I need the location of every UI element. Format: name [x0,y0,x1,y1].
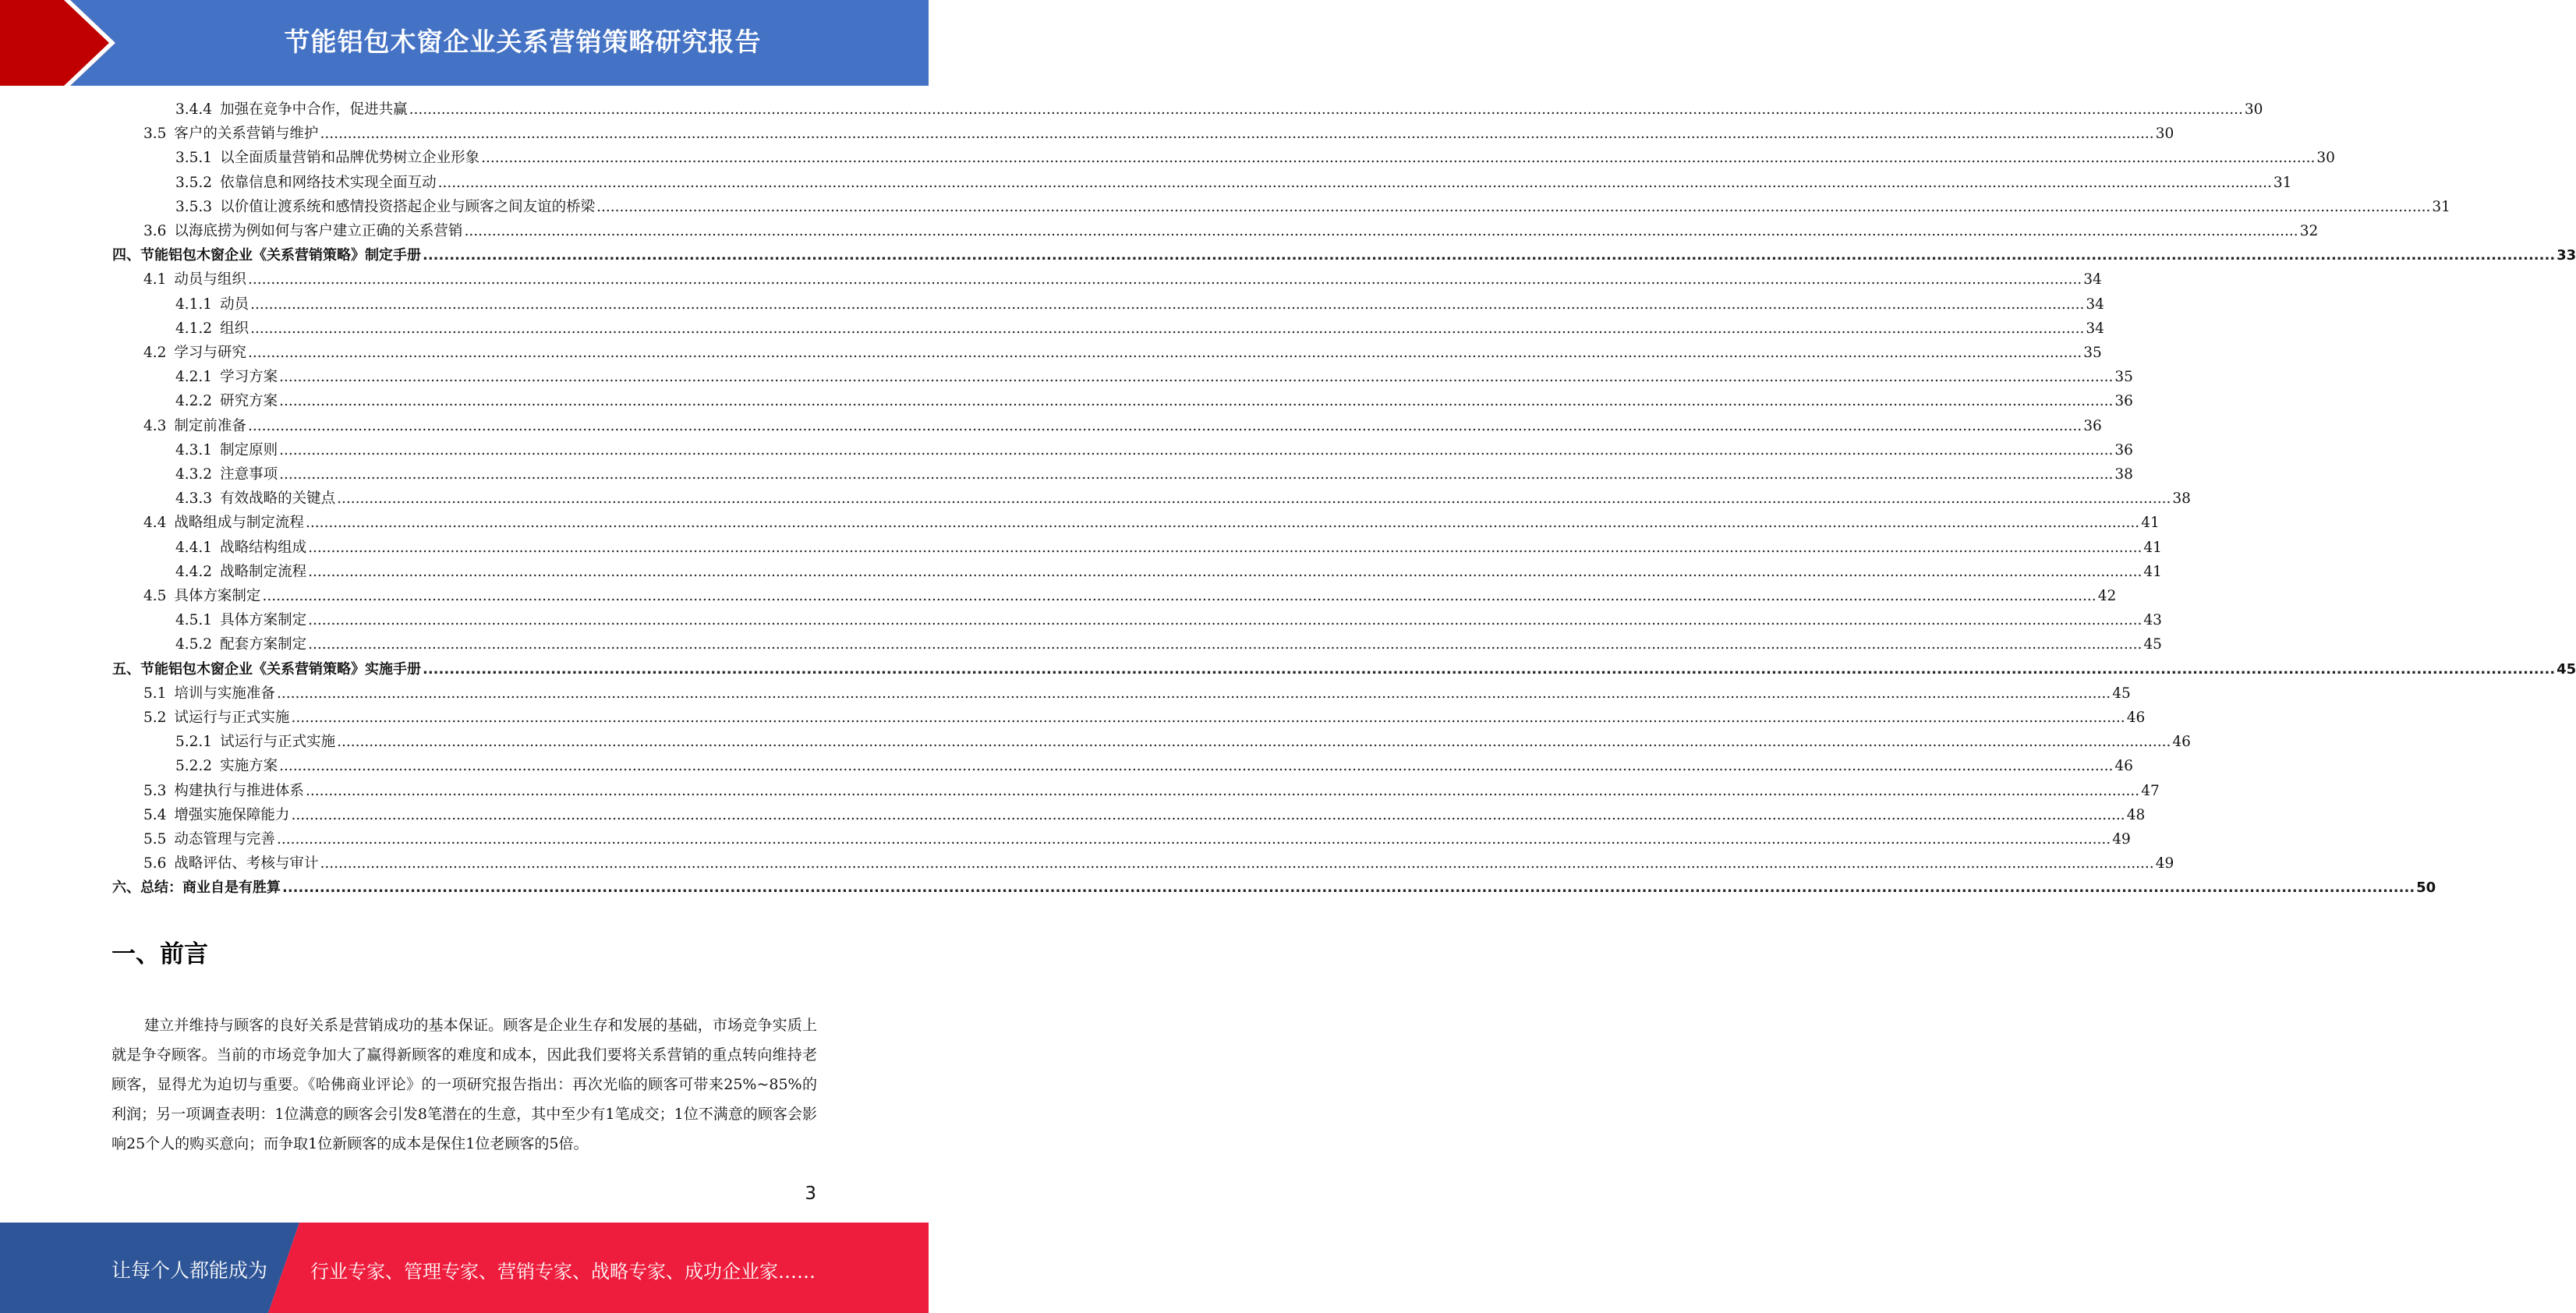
toc-leader-dots: ................................................................................................................................................................................................................................................................................................................................................................................................................ [262,588,2097,604]
toc-entry-page: 35 [2114,369,2133,385]
toc-entry[interactable] [143,343,2102,363]
toc-entry[interactable] [143,586,2117,607]
toc-entry-title: 以全面质量营销和品牌优势树立企业形象 [220,150,480,166]
toc-entry-title: 具体方案制定 [174,588,261,604]
toc-entry[interactable] [143,416,2102,437]
toc-entry-title: 制定原则 [220,442,278,458]
toc-entry-page: 33 [2557,247,2576,264]
toc-leader-dots: ................................................................................................................................................................................................................................................................................................................................................................................................................ [279,758,2114,774]
toc-entry-number: 3.4.4 [175,101,213,118]
toc-entry-number: 3.5.1 [175,150,213,166]
toc-entry-page: 38 [2172,490,2191,507]
toc-entry-title: 组织 [220,320,249,337]
toc-leader-dots: ................................................................................................................................................................................................................................................................................................................................................................................................................ [247,271,2082,288]
toc-entry-title: 构建执行与推进体系 [174,783,304,799]
toc-entry-number: 4.1.2 [175,320,213,337]
toc-entry-page: 30 [2316,150,2335,166]
toc-entry-number: 4.3.1 [175,442,213,458]
toc-entry-page: 41 [2143,564,2162,580]
toc-entry-title: 四、节能铝包木窗企业《关系营销策略》制定手册 [112,247,421,264]
toc-entry[interactable] [175,441,2133,461]
toc-entry-title: 试运行与正式实施 [220,734,336,750]
toc-entry[interactable] [175,173,2292,193]
toc-entry-title: 五、节能铝包木窗企业《关系营销策略》实施手册 [112,661,421,678]
toc-entry-page: 32 [2299,223,2319,239]
toc-leader-dots: ................................................................................................................................................................................................................................................................................................................................................................................................................ [276,831,2111,848]
toc-leader-dots: ................................................................................................................................................................................................................................................................................................................................................................................................................ [337,490,2171,507]
toc-entry-page: 35 [2083,345,2102,361]
toc-entry-number: 5.2 [143,710,167,726]
toc-entry-title: 加强在竞争中合作，促进共赢 [220,101,408,118]
toc-leader-dots: ................................................................................................................................................................................................................................................................................................................................................................................................................ [596,199,2431,215]
toc-entry[interactable] [175,610,2162,631]
toc-entry-title: 六、总结：商业自是有胜算 [112,879,281,896]
toc-entry-title: 动态管理与完善 [174,831,275,848]
toc-entry-number: 3.5.2 [175,175,213,191]
toc-entry-number: 5.4 [143,807,167,823]
toc-entry[interactable] [143,513,2160,533]
toc-entry[interactable] [175,635,2162,655]
toc-leader-dots: ................................................................................................................................................................................................................................................................................................................................................................................................................ [337,734,2171,750]
toc-entry-number: 3.6 [143,223,167,239]
toc-entry-title: 战略组成与制定流程 [174,515,304,531]
toc-entry[interactable] [175,489,2191,509]
toc-entry-title: 配套方案制定 [220,636,307,653]
toc-entry-page: 36 [2083,418,2102,434]
page-number: 3 [805,1184,816,1204]
toc-entry-page: 41 [2143,540,2162,556]
toc-entry[interactable] [175,197,2450,218]
footer-slogan-right: 行业专家、管理专家、营销专家、战略专家、成功企业家…… [310,1261,816,1283]
toc-entry[interactable] [143,124,2174,144]
toc-entry-page: 46 [2114,758,2133,774]
toc-entry[interactable] [175,562,2162,582]
toc-entry-number: 4.2.2 [175,393,213,409]
toc-leader-dots: ................................................................................................................................................................................................................................................................................................................................................................................................................ [320,855,2154,872]
toc-entry[interactable] [112,246,2576,266]
toc-entry-number: 4.1 [143,271,167,288]
toc-entry-page: 36 [2114,442,2133,458]
toc-entry-title: 以海底捞为例如何与客户建立正确的关系营销 [174,223,463,239]
toc-entry-title: 动员 [220,296,249,313]
toc-entry-page: 46 [2172,734,2191,750]
toc-entry[interactable] [175,100,2263,120]
toc-leader-dots: ................................................................................................................................................................................................................................................................................................................................................................................................................ [423,247,2556,264]
toc-entry-title: 依靠信息和网络技术实现全面互动 [220,175,437,191]
toc-entry-page: 49 [2155,855,2174,872]
toc-entry-title: 客户的关系营销与维护 [174,126,319,142]
toc-leader-dots: ................................................................................................................................................................................................................................................................................................................................................................................................................ [308,636,2143,653]
toc-leader-dots: ................................................................................................................................................................................................................................................................................................................................................................................................................ [464,223,2298,239]
section-heading: 一、前言 [111,940,208,968]
toc-leader-dots: ................................................................................................................................................................................................................................................................................................................................................................................................................ [291,807,2125,823]
toc-entry-number: 5.2.2 [175,758,213,774]
toc-entry-number: 3.5 [143,126,167,142]
toc-entry[interactable] [112,878,2436,898]
toc-entry-title: 试运行与正式实施 [174,710,290,726]
toc-entry-title: 学习与研究 [174,345,246,361]
toc-entry-page: 31 [2432,199,2450,215]
toc-entry-page: 45 [2112,685,2131,702]
toc-entry[interactable] [112,660,2576,680]
toc-entry[interactable] [175,148,2335,168]
toc-entry-page: 34 [2086,296,2104,313]
toc-leader-dots: ................................................................................................................................................................................................................................................................................................................................................................................................................ [279,466,2114,483]
toc-entry-number: 4.4.1 [175,540,213,556]
toc-entry-page: 30 [2155,126,2174,142]
report-title: 节能铝包木窗企业关系营销策略研究报告 [284,27,762,57]
toc-entry-number: 5.5 [143,831,167,848]
toc-entry-title: 有效战略的关键点 [220,490,336,507]
toc-entry-page: 34 [2083,271,2102,288]
toc-entry-number: 4.5 [143,588,167,604]
toc-entry-page: 48 [2126,807,2146,823]
toc-entry-number: 4.4.2 [175,564,213,580]
toc-entry[interactable] [143,684,2131,704]
toc-entry[interactable] [175,538,2162,558]
toc-leader-dots: ................................................................................................................................................................................................................................................................................................................................................................................................................ [279,369,2114,385]
toc-entry-title: 制定前准备 [174,418,246,434]
toc-entry-number: 4.3.2 [175,466,213,483]
toc-entry-page: 45 [2143,636,2162,653]
header-banner [0,0,929,86]
toc-entry-title: 培训与实施准备 [174,685,275,702]
toc-entry-page: 30 [2244,101,2263,118]
toc-entry-number: 4.5.1 [175,612,213,628]
toc-leader-dots: ................................................................................................................................................................................................................................................................................................................................................................................................................ [437,175,2272,191]
toc-leader-dots: ................................................................................................................................................................................................................................................................................................................................................................................................................ [247,345,2082,361]
toc-entry-title: 战略评估、考核与审计 [174,855,319,872]
toc-leader-dots: ................................................................................................................................................................................................................................................................................................................................................................................................................ [305,515,2140,531]
toc-leader-dots: ................................................................................................................................................................................................................................................................................................................................................................................................................ [308,612,2143,628]
toc-entry-number: 5.6 [143,855,167,872]
toc-entry-page: 34 [2086,320,2104,337]
toc-leader-dots: ................................................................................................................................................................................................................................................................................................................................................................................................................ [320,126,2154,142]
toc-entry[interactable] [175,465,2133,485]
toc-leader-dots: ................................................................................................................................................................................................................................................................................................................................................................................................................ [282,879,2415,896]
toc-entry-page: 36 [2114,393,2133,409]
toc-leader-dots: ................................................................................................................................................................................................................................................................................................................................................................................................................ [247,418,2082,434]
toc-entry[interactable] [175,732,2191,752]
toc-entry-number: 4.4 [143,515,167,531]
toc-entry-page: 42 [2097,588,2117,604]
toc-entry-number: 5.3 [143,783,167,799]
toc-leader-dots: ................................................................................................................................................................................................................................................................................................................................................................................................................ [291,710,2125,726]
toc-entry-number: 5.2.1 [175,734,213,750]
toc-entry[interactable] [143,270,2102,290]
toc-leader-dots: ................................................................................................................................................................................................................................................................................................................................................................................................................ [276,685,2111,702]
toc-entry-page: 45 [2557,661,2576,678]
toc-entry[interactable] [143,221,2319,242]
toc-leader-dots: ................................................................................................................................................................................................................................................................................................................................................................................................................ [305,783,2140,799]
toc-leader-dots: ................................................................................................................................................................................................................................................................................................................................................................................................................ [250,320,2085,337]
toc-entry-title: 战略制定流程 [220,564,307,580]
toc-entry-page: 41 [2141,515,2160,531]
toc-leader-dots: ................................................................................................................................................................................................................................................................................................................................................................................................................ [308,564,2143,580]
toc-entry-number: 4.3.3 [175,490,213,507]
section-paragraph: 建立并维持与顾客的良好关系是营销成功的基本保证。顾客是企业生存和发展的基础，市场竞争实质上就是争夺顾客。当前的市场竞争加大了赢得新顾客的难度和成本，因此我们要将关系营销的重点转向维持老顾客，显得尤为迫切与重要。《哈佛商业评论》的一项研究报告指出：再次光临的顾客可带来25%~85%的利润；另一项调查表明：1位满意的顾客会引发8笔潜在的生意，其中至少有1笔成交；1位不满意的顾客会影响25个人的购买意向；而争取1位新顾客的成本是保住1位老顾客的5倍。 [111,1017,817,1152]
toc-entry[interactable] [143,805,2146,826]
toc-entry-page: 49 [2112,831,2131,848]
toc-entry[interactable] [143,854,2174,874]
toc-leader-dots: ................................................................................................................................................................................................................................................................................................................................................................................................................ [308,540,2143,556]
toc-entry-page: 31 [2273,175,2292,191]
toc-entry-number: 4.5.2 [175,636,213,653]
toc-entry[interactable] [175,367,2133,388]
toc-entry[interactable] [175,295,2104,315]
toc-leader-dots: ................................................................................................................................................................................................................................................................................................................................................................................................................ [250,296,2085,313]
toc-entry-page: 46 [2126,710,2146,726]
footer-banner [0,1223,929,1313]
toc-entry-page: 43 [2143,612,2162,628]
toc-leader-dots: ................................................................................................................................................................................................................................................................................................................................................................................................................ [423,661,2556,678]
toc-entry-title: 增强实施保障能力 [174,807,290,823]
toc-entry-title: 研究方案 [220,393,278,409]
toc-leader-dots: ................................................................................................................................................................................................................................................................................................................................................................................................................ [279,442,2114,458]
toc-leader-dots: ................................................................................................................................................................................................................................................................................................................................................................................................................ [279,393,2114,409]
toc-entry[interactable] [175,756,2133,777]
toc-entry[interactable] [143,830,2131,850]
footer-slogan-left: 让每个人都能成为 [111,1259,268,1282]
toc-entry-title: 动员与组织 [174,271,246,288]
toc-entry-page: 50 [2416,879,2436,896]
toc-entry-title: 学习方案 [220,369,278,385]
toc-entry-number: 4.2 [143,345,167,361]
toc-leader-dots: ................................................................................................................................................................................................................................................................................................................................................................................................................ [481,150,2316,166]
toc-entry-page: 47 [2141,783,2160,799]
toc-entry-number: 3.5.3 [175,199,213,215]
toc-leader-dots: ................................................................................................................................................................................................................................................................................................................................................................................................................ [409,101,2243,118]
toc-entry-number: 5.1 [143,685,167,702]
toc-entry[interactable] [143,708,2146,728]
toc-entry-number: 4.2.1 [175,369,213,385]
toc-entry-number: 4.3 [143,418,167,434]
toc-entry[interactable] [175,391,2133,412]
toc-entry-page: 38 [2114,466,2133,483]
toc-entry-title: 注意事项 [220,466,278,483]
toc-entry-title: 具体方案制定 [220,612,307,628]
toc-entry-number: 4.1.1 [175,296,213,313]
toc-entry[interactable] [143,781,2160,802]
toc-entry-title: 以价值让渡系统和感情投资搭起企业与顾客之间友谊的桥梁 [220,199,596,215]
toc-entry-title: 战略结构组成 [220,540,307,556]
toc-entry[interactable] [175,319,2104,339]
toc-entry-title: 实施方案 [220,758,278,774]
